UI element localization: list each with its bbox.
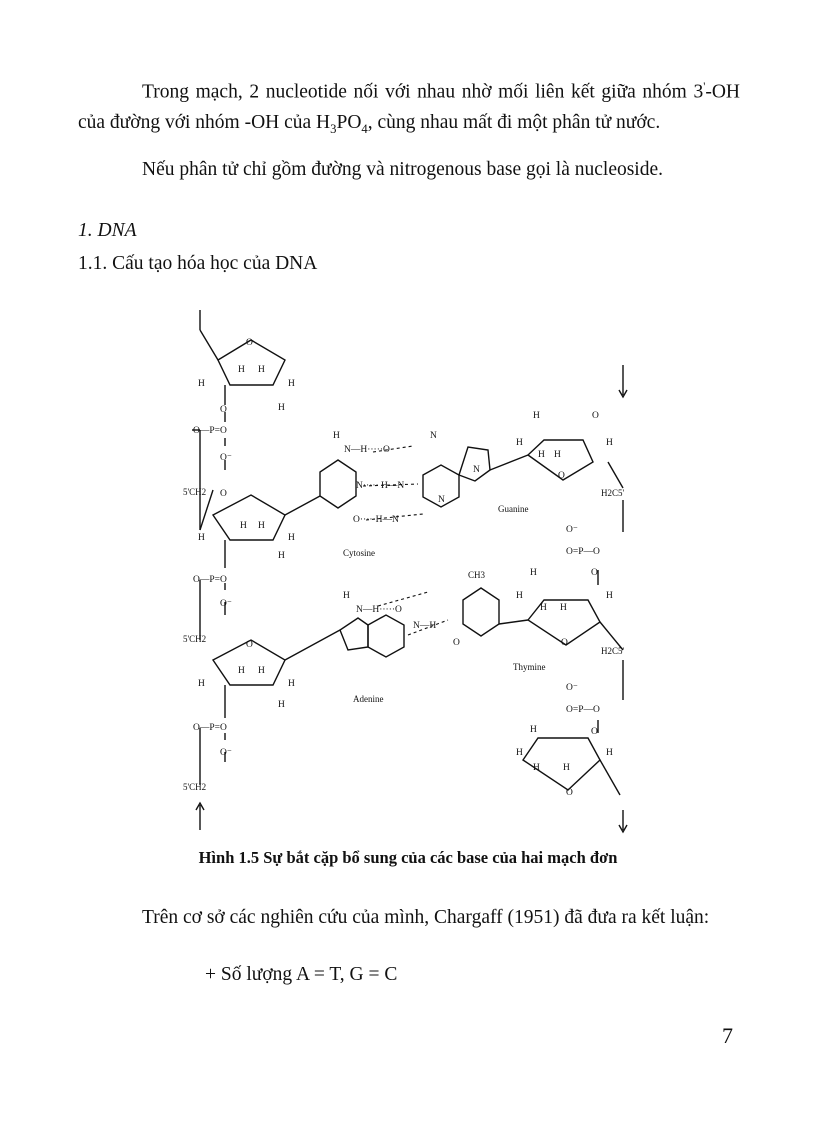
label-cytosine: Cytosine bbox=[343, 548, 376, 558]
svg-text:H: H bbox=[238, 365, 245, 375]
svg-text:H: H bbox=[533, 763, 540, 773]
figure-atom-labels bbox=[193, 338, 613, 798]
svg-text:H: H bbox=[288, 379, 295, 389]
svg-text:H: H bbox=[258, 666, 265, 676]
svg-text:O⁻: O⁻ bbox=[220, 748, 232, 758]
dna-base-pairing-figure bbox=[168, 300, 648, 835]
label-h2c5-upper: H2C5' bbox=[601, 488, 625, 498]
svg-text:N—H: N—H bbox=[413, 621, 437, 631]
svg-text:N—H·····O: N—H·····O bbox=[344, 445, 390, 455]
svg-text:H: H bbox=[198, 379, 205, 389]
paragraph-nucleotide-bond: Trong mạch, 2 nucleotide nối với nhau nhờ mối liên kết giữa nhóm 3'-OH của đường với nhóm -OH của $H_3PO_4$, cùng nhau mất đi một phân tử nước. bbox=[78, 80, 740, 136]
svg-text:N: N bbox=[473, 465, 480, 475]
svg-text:H: H bbox=[278, 700, 285, 710]
svg-text:H: H bbox=[533, 411, 540, 421]
svg-text:O⁻: O⁻ bbox=[566, 525, 578, 535]
svg-text:O: O bbox=[220, 489, 227, 499]
svg-text:H: H bbox=[278, 551, 285, 561]
figure-structure-lines bbox=[192, 310, 627, 832]
label-5ch2-middle: 5'CH2 bbox=[183, 634, 207, 644]
svg-text:O⁻: O⁻ bbox=[220, 599, 232, 609]
section-heading: 1. DNA bbox=[78, 220, 137, 241]
svg-text:H: H bbox=[530, 725, 537, 735]
svg-text:O⁻: O⁻ bbox=[220, 453, 232, 463]
svg-text:O: O bbox=[220, 405, 227, 415]
svg-text:H: H bbox=[516, 438, 523, 448]
label-adenine: Adenine bbox=[353, 694, 384, 704]
svg-text:O: O bbox=[591, 727, 598, 737]
svg-text:N: N bbox=[438, 495, 445, 505]
svg-text:O: O bbox=[453, 638, 460, 648]
paragraph-chargaff: Trên cơ sở các nghiên cứu của mình, Chargaff (1951) đã đưa ra kết luận: bbox=[142, 907, 710, 928]
svg-text:O—P=O: O—P=O bbox=[193, 575, 227, 585]
svg-text:H: H bbox=[530, 568, 537, 578]
svg-text:H: H bbox=[288, 679, 295, 689]
svg-text:H: H bbox=[560, 603, 567, 613]
svg-text:H: H bbox=[606, 748, 613, 758]
svg-text:N—H·····O: N—H·····O bbox=[356, 605, 402, 615]
label-guanine: Guanine bbox=[498, 504, 529, 514]
svg-text:O: O bbox=[246, 640, 253, 650]
svg-text:H: H bbox=[258, 365, 265, 375]
svg-text:H: H bbox=[516, 591, 523, 601]
svg-text:H: H bbox=[343, 591, 350, 601]
svg-text:H: H bbox=[563, 763, 570, 773]
chargaff-rule: + Số lượng A = T, G = C bbox=[205, 964, 398, 985]
svg-text:H: H bbox=[516, 748, 523, 758]
paragraph-nucleoside: Nếu phân tử chỉ gồm đường và nitrogenous base gọi là nucleoside. bbox=[142, 159, 664, 180]
svg-text:O: O bbox=[561, 638, 568, 648]
svg-text:O·····H—N: O·····H—N bbox=[353, 515, 399, 525]
svg-text:O—P=O: O—P=O bbox=[193, 723, 227, 733]
svg-text:H: H bbox=[540, 603, 547, 613]
label-h2c5-lower: H2C5' bbox=[601, 646, 625, 656]
svg-text:H: H bbox=[278, 403, 285, 413]
svg-text:N····· H—N: N····· H—N bbox=[356, 481, 405, 491]
svg-text:H: H bbox=[333, 431, 340, 441]
svg-text:N: N bbox=[430, 431, 437, 441]
svg-text:O: O bbox=[592, 411, 599, 421]
svg-text:H: H bbox=[238, 666, 245, 676]
svg-text:H: H bbox=[240, 521, 247, 531]
svg-text:O=P—O: O=P—O bbox=[566, 547, 600, 557]
svg-text:H: H bbox=[258, 521, 265, 531]
svg-text:O—P=O: O—P=O bbox=[193, 426, 227, 436]
svg-text:H: H bbox=[538, 450, 545, 460]
svg-text:H: H bbox=[198, 533, 205, 543]
label-thymine: Thymine bbox=[513, 662, 546, 672]
svg-text:O: O bbox=[558, 471, 565, 481]
svg-text:H: H bbox=[606, 438, 613, 448]
svg-text:O: O bbox=[591, 568, 598, 578]
svg-text:H: H bbox=[606, 591, 613, 601]
label-5ch2-lower: 5'CH2 bbox=[183, 782, 207, 792]
page-number: 7 bbox=[722, 1023, 733, 1048]
label-ch3: CH3 bbox=[468, 570, 486, 580]
svg-text:H: H bbox=[288, 533, 295, 543]
subsection-heading: 1.1. Cấu tạo hóa học của DNA bbox=[78, 253, 318, 274]
svg-text:O: O bbox=[246, 338, 253, 348]
svg-text:O=P—O: O=P—O bbox=[566, 705, 600, 715]
svg-text:O: O bbox=[566, 788, 573, 798]
label-5ch2-upper: 5'CH2 bbox=[183, 487, 207, 497]
svg-text:H: H bbox=[198, 679, 205, 689]
figure-caption: Hình 1.5 Sự bắt cặp bổ sung của các base của hai mạch đơn bbox=[198, 848, 618, 867]
svg-text:O⁻: O⁻ bbox=[566, 683, 578, 693]
svg-text:H: H bbox=[554, 450, 561, 460]
